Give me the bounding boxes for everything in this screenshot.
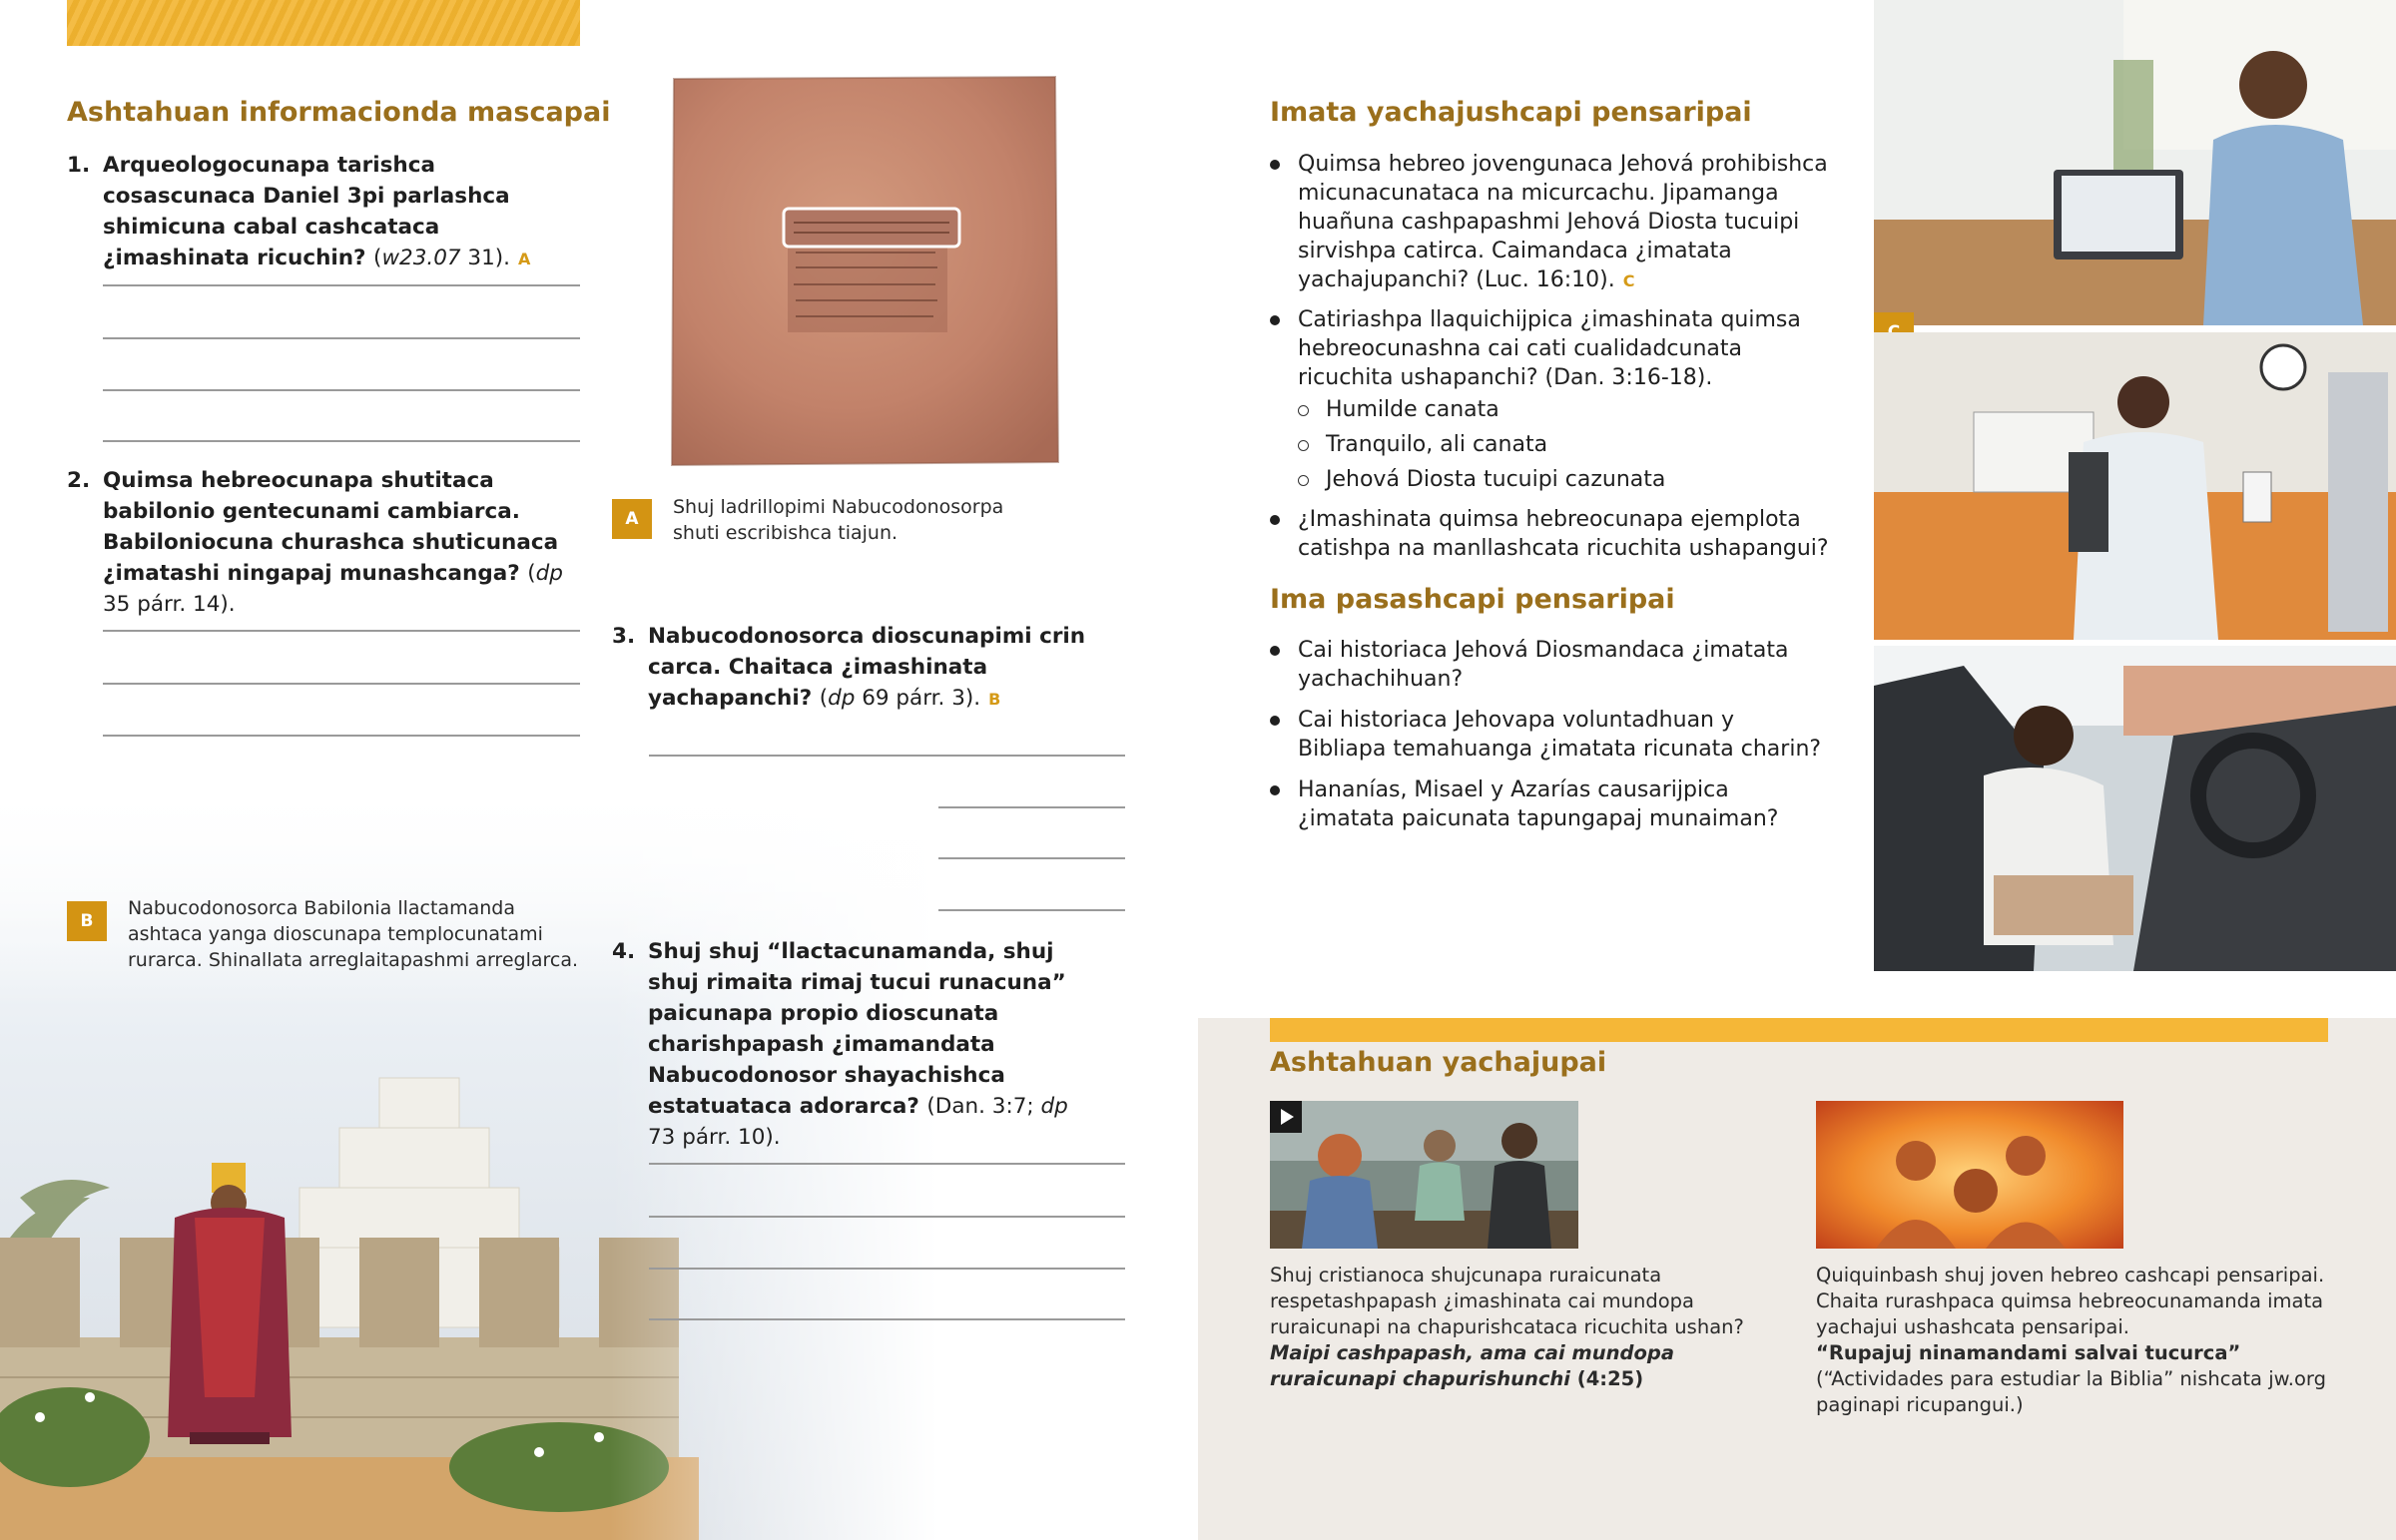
inscribed-brick-image xyxy=(666,73,1059,467)
decorative-top-bar xyxy=(67,0,580,46)
bullet-text: ¿Imashinata quimsa hebreocunapa ejemplota catishpa na manllashcata ricuchita ushapangui? xyxy=(1298,507,1829,561)
fiery-furnace-illustration xyxy=(1816,1101,2123,1249)
image-tag: A xyxy=(518,250,531,268)
video-text: Shuj cristianoca shujcunapa ruraicunata respetashpapash ¿imashinata cai mundopa ruraicunapi na chapurishcataca ricuchita ushan? xyxy=(1270,1264,1744,1338)
bullet-item xyxy=(1270,706,1829,764)
babylon-king-illustration xyxy=(0,778,938,1540)
man-time-clock-photo xyxy=(1874,332,2396,640)
answer-line[interactable] xyxy=(649,1268,1125,1270)
circle-bullet-icon xyxy=(1298,475,1309,486)
reference-detail: 69 párr. 3). xyxy=(855,686,981,711)
sub-item-text: Tranquilo, ali canata xyxy=(1326,432,1548,457)
section-heading-reflect-story: Ima pasashcapi pensaripai xyxy=(1270,584,1675,615)
section-heading-reflect-lessons: Imata yachajushcapi pensaripai xyxy=(1270,97,1752,128)
answer-line[interactable] xyxy=(103,389,580,391)
reference-publication: w23.07 xyxy=(381,246,461,270)
bullet-dot xyxy=(1270,315,1280,325)
image-tag: C xyxy=(1622,271,1635,290)
circle-bullet-icon xyxy=(1298,440,1309,451)
section-heading-more-info: Ashtahuan informacionda mascapai xyxy=(67,97,611,128)
circle-bullet-icon xyxy=(1298,405,1309,416)
sub-list-item xyxy=(1298,430,1797,459)
image-badge-a: A xyxy=(612,499,652,539)
reference-detail: 73 párr. 10). xyxy=(648,1125,781,1150)
question-number: 3. xyxy=(612,624,636,649)
question-text: Nabucodonosorca dioscunapimi crin carca. Chaitaca ¿imashinata yachapanchi? xyxy=(648,624,1086,711)
bullet-text: Cai historiaca Jehová Diosmandaca ¿imatata yachachihuan? xyxy=(1298,638,1789,692)
answer-line[interactable] xyxy=(649,755,1125,757)
sub-item-text: Jehová Diosta tucuipi cazunata xyxy=(1326,467,1666,492)
sub-list-item xyxy=(1298,395,1797,424)
activity-title[interactable]: “Rupajuj ninamandami salvai tucurca” xyxy=(1816,1341,2241,1364)
answer-line[interactable] xyxy=(649,1163,1125,1165)
reference-scripture: Dan. 3:7; xyxy=(934,1094,1041,1119)
reference-detail: 35 párr. 14). xyxy=(103,592,236,617)
woman-laptop-photo xyxy=(1874,0,2396,325)
question-text: Shuj shuj “llactacunamanda, shuj shuj rimaita rimaj tucui runacuna” paicunapa propio dioscunata charishpapash ¿imamandata Nabucodonosor shayachishca estatuataca adorarca? xyxy=(648,939,1066,1119)
bullet-text: Catiriashpa llaquichijpica ¿imashinata quimsa hebreocunashna cai cati cualidadcunata ricuchita ushapanchi? (Dan. 3:16-18). xyxy=(1298,307,1801,390)
reference-detail: 31). xyxy=(460,246,510,270)
answer-line[interactable] xyxy=(649,1216,1125,1218)
caption-b: Nabucodonosorca Babilonia llactamanda ashtaca yanga dioscunapa templocunatami rurarca. Shinallata arreglaitapashmi arreglarca. xyxy=(128,897,579,971)
bullet-dot xyxy=(1270,515,1280,525)
sub-list-item xyxy=(1298,465,1797,494)
reference-publication: dp xyxy=(535,561,563,586)
answer-line[interactable] xyxy=(103,683,580,685)
video-description xyxy=(1270,1263,1769,1392)
bullet-dot xyxy=(1270,716,1280,726)
bullet-text: Cai historiaca Jehovapa voluntadhuan y Bibliapa temahuanga ¿imatata ricunata charin? xyxy=(1298,708,1822,762)
question-4: 4. Shuj shuj “llactacunamanda, shuj shuj rimaita rimaj tucui runacuna” paicunapa propio dioscunata charishpapash ¿imamandata Nabucodonosor shayachishca estatuataca adorarca? (Dan. 3:7; dp 73 párr. 10). xyxy=(612,936,1091,1153)
bullet-item xyxy=(1270,150,1829,295)
video-thumbnail[interactable] xyxy=(1270,1101,1578,1249)
bullet-item xyxy=(1270,305,1829,392)
video-duration: (4:25) xyxy=(1570,1367,1644,1390)
answer-line[interactable] xyxy=(103,630,580,632)
question-number: 1. xyxy=(67,153,91,178)
question-2: 2. Quimsa hebreocunapa shutitaca babilonio gentecunami cambiarca. Babiloniocuna churashca shuticunaca ¿imatashi ningapaj munashcanga? (dp 35 párr. 14). xyxy=(67,465,586,620)
answer-line[interactable] xyxy=(649,1318,1125,1320)
caption-a: Shuj ladrillopimi Nabucodonosorpa shuti escribishca tiajun. xyxy=(673,496,1004,544)
bullet-item xyxy=(1270,636,1829,694)
bullet-text: Hananías, Misael y Azarías causarijpica ¿imatata paicunata tapungapaj munaiman? xyxy=(1298,777,1779,831)
answer-line[interactable] xyxy=(103,735,580,737)
sub-item-text: Humilde canata xyxy=(1326,397,1499,422)
video-title[interactable]: Maipi cashpapash, ama cai mundopa ruraicunapi chapurishunchi xyxy=(1270,1341,1674,1390)
bullet-item xyxy=(1270,775,1829,833)
question-text: Quimsa hebreocunapa shutitaca babilonio gentecunami cambiarca. Babiloniocuna churashca shuticunaca ¿imatashi ningapaj munashcanga? xyxy=(103,468,559,586)
question-number: 2. xyxy=(67,468,91,493)
question-3: 3. Nabucodonosorca dioscunapimi crin carca. Chaitaca ¿imashinata yachapanchi? (dp 69 párr. 3). B xyxy=(612,621,1131,715)
activity-text: Quiquinbash shuj joven hebreo cashcapi pensaripai. Chaita rurashpaca quimsa hebreocunamanda imata yachajui ushashcata pensaripai. xyxy=(1816,1264,2325,1338)
image-tag: B xyxy=(988,690,1001,709)
image-badge-b: B xyxy=(67,901,107,941)
question-number: 4. xyxy=(612,939,636,964)
bullet-dot xyxy=(1270,785,1280,795)
answer-line[interactable] xyxy=(103,337,580,339)
question-1: 1. Arqueologocunapa tarishca cosascunaca Daniel 3pi parlashca shimicuna cabal cashcataca ¿imashinata ricuchin? (w23.07 31). A xyxy=(67,150,586,274)
reference-publication: dp xyxy=(828,686,856,711)
answer-line[interactable] xyxy=(103,284,580,286)
bullet-text: Quimsa hebreo jovengunaca Jehová prohibishca micunacunataca na micurcachu. Jipamanga huañuna cashpapashmi Jehová Diosta tucuipi sirvishpa catirca. Caimandaca ¿imatata yachajupanchi? (Luc. 16:10). xyxy=(1298,152,1828,292)
bullet-item xyxy=(1270,505,1829,563)
bullet-dot xyxy=(1270,646,1280,656)
activity-note: (“Actividades para estudiar la Biblia” nishcata jw.org paginapi ricupangui.) xyxy=(1816,1367,2326,1416)
woman-car-seatbelt-photo xyxy=(1874,646,2396,971)
question-text: Arqueologocunapa tarishca cosascunaca Daniel 3pi parlashca shimicuna cabal cashcataca ¿imashinata ricuchin? xyxy=(103,153,510,270)
section-heading-learn-more: Ashtahuan yachajupai xyxy=(1270,1047,1607,1078)
activity-description xyxy=(1816,1263,2335,1418)
reference-publication: dp xyxy=(1040,1094,1068,1119)
bullet-dot xyxy=(1270,160,1280,170)
answer-line[interactable] xyxy=(103,440,580,442)
learn-more-top-bar xyxy=(1270,1018,2328,1042)
